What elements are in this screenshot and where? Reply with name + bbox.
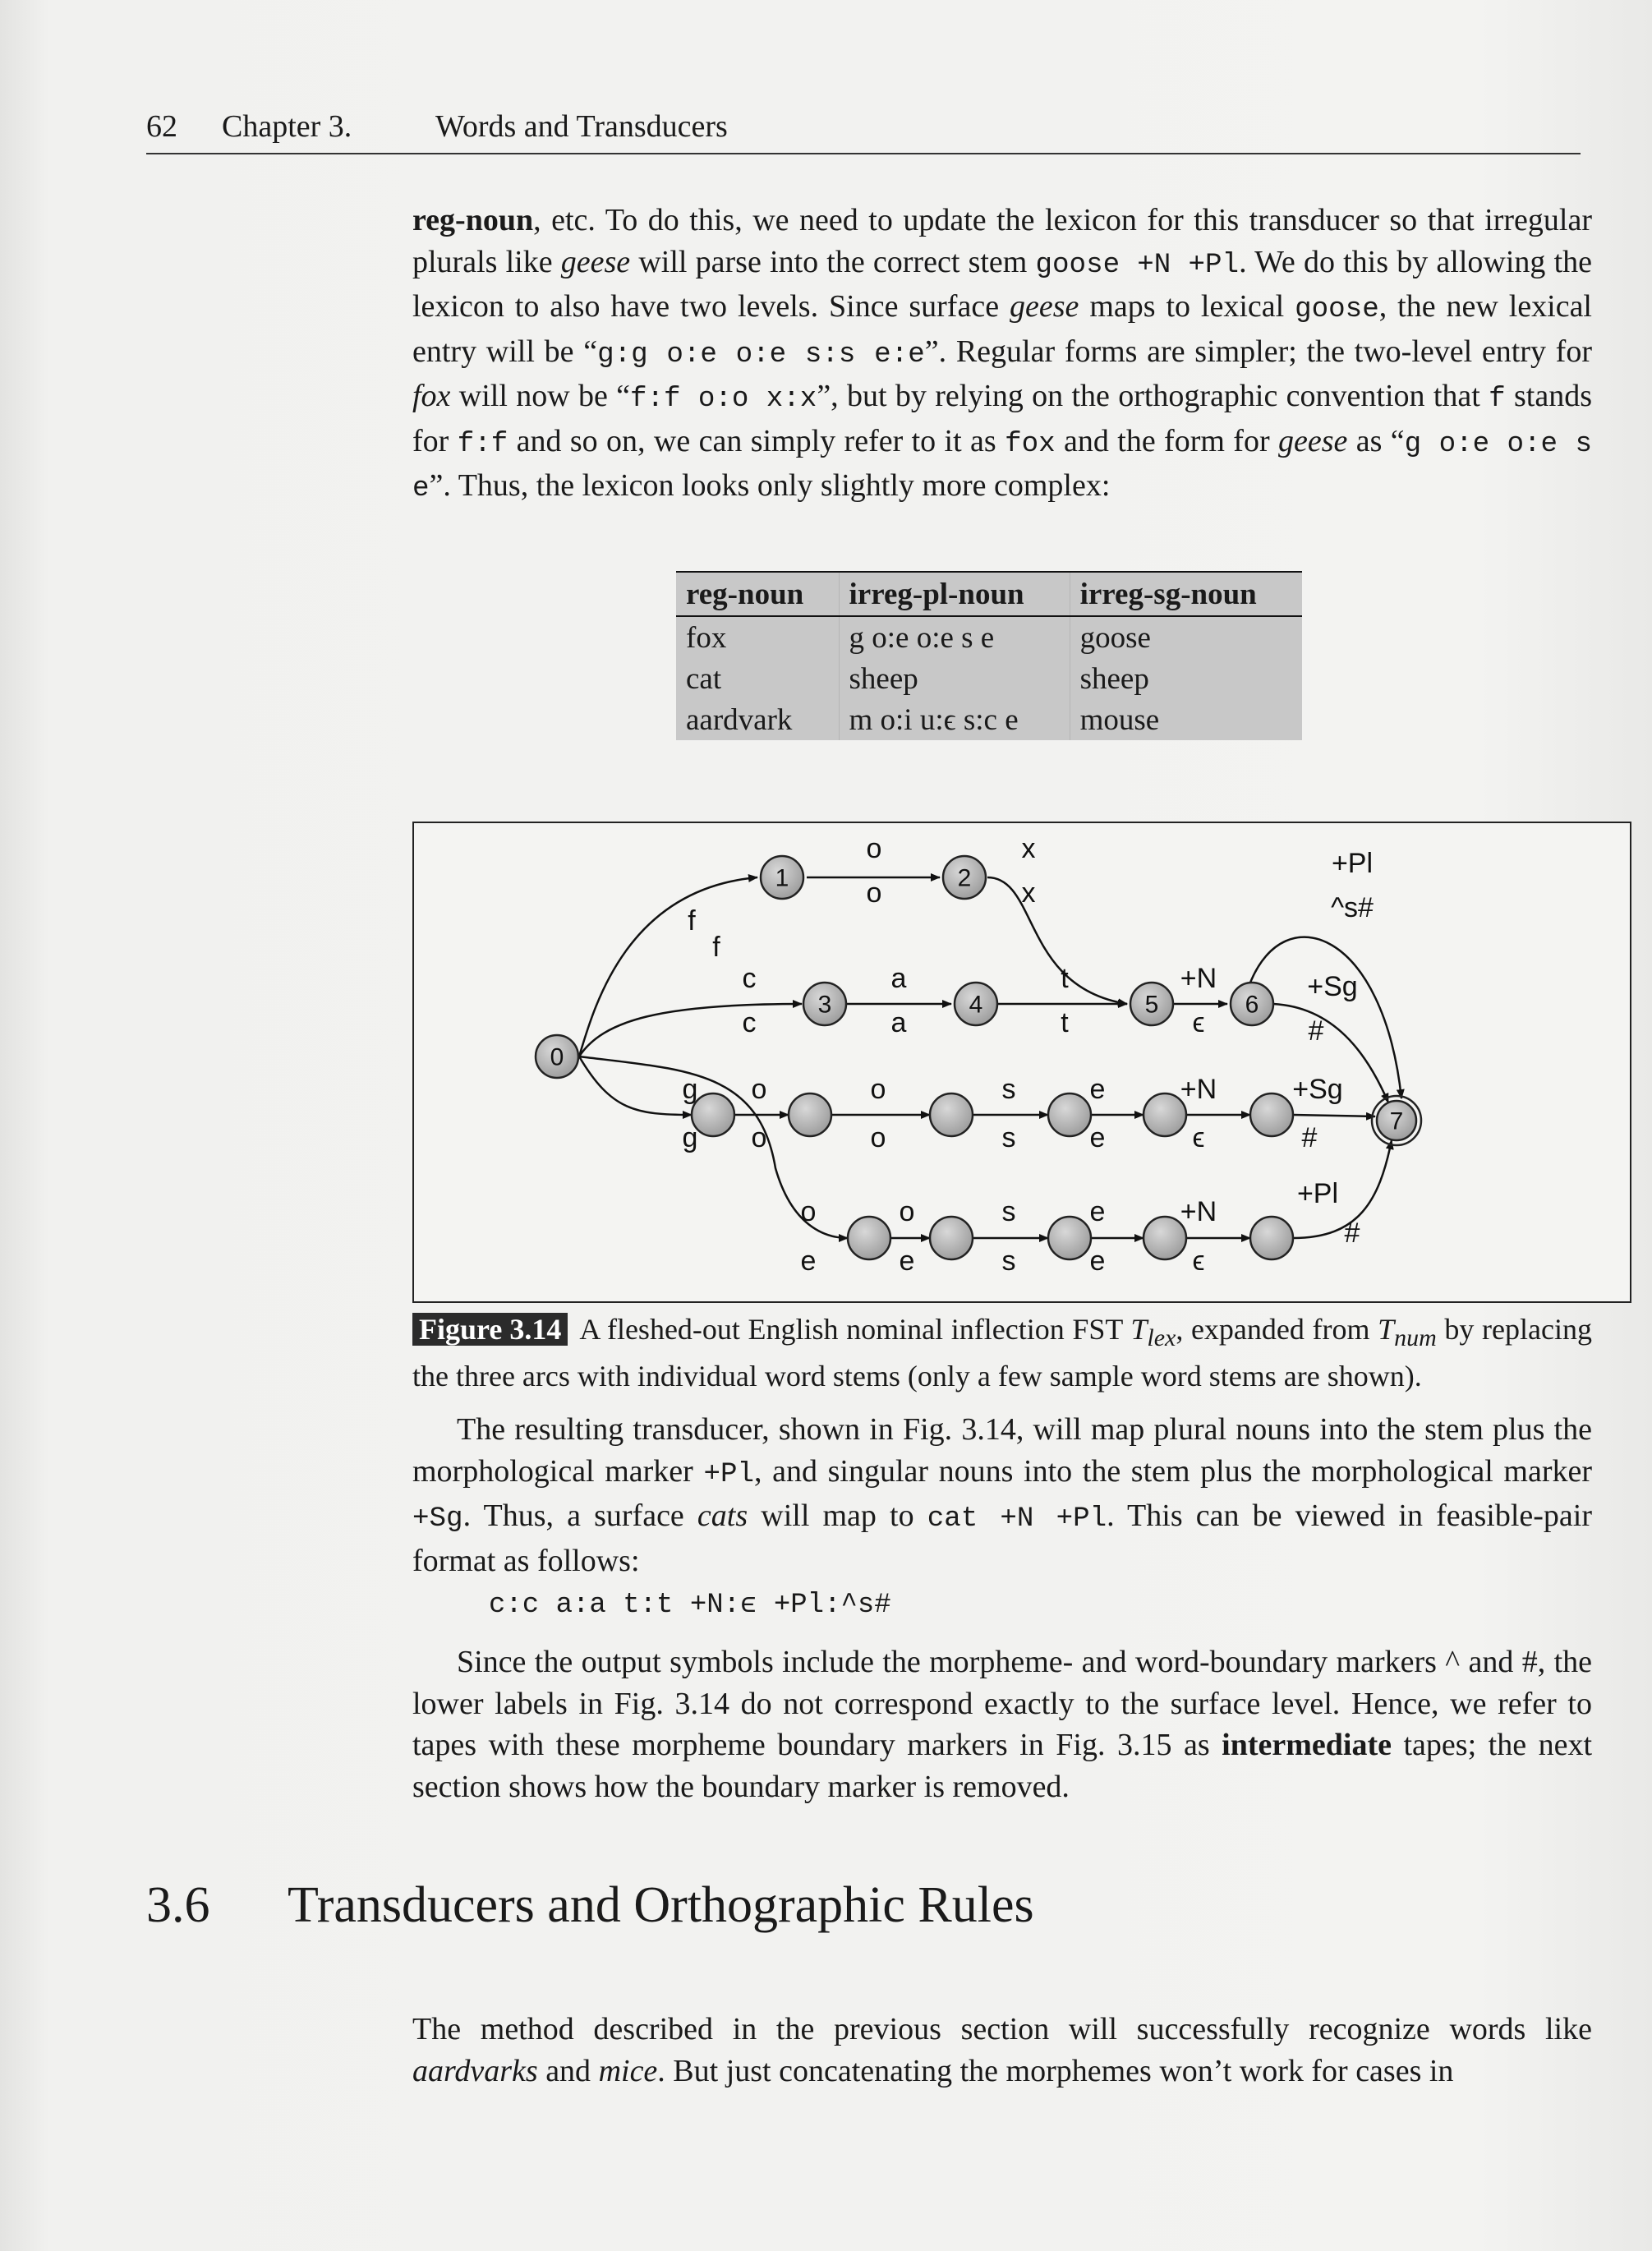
- goose-state: [930, 1093, 973, 1136]
- table-cell: fox: [686, 620, 727, 655]
- fst-states: [536, 856, 1421, 1259]
- arc-label: s: [1001, 1122, 1016, 1153]
- fst-arcs: [579, 877, 1401, 1238]
- arc-label: e: [1089, 1196, 1106, 1227]
- arc-label: x: [1021, 877, 1036, 909]
- state-label: 0: [550, 1043, 564, 1071]
- arc-label: g: [682, 1122, 698, 1153]
- arc-label: #: [1308, 1015, 1324, 1047]
- figure-label: Figure 3.14: [412, 1313, 568, 1346]
- column-header: irreg-sg-noun: [1070, 572, 1302, 616]
- arc-label: a: [890, 1007, 907, 1038]
- arc-label: o: [870, 1122, 886, 1153]
- lexicon-table: [676, 571, 1302, 740]
- arc-label: o: [751, 1122, 767, 1153]
- table-cell: cat: [686, 661, 722, 696]
- arc-label: +Pl: [1296, 1178, 1339, 1209]
- arc-label: x: [1021, 833, 1036, 864]
- table-cell: mouse: [1070, 699, 1302, 740]
- arc-label: +Sg: [1307, 971, 1358, 1002]
- arc-label: o: [899, 1196, 915, 1227]
- geese-state: [930, 1217, 973, 1259]
- chapter-label: Chapter 3.: [222, 109, 352, 144]
- state-label: 1: [775, 864, 789, 892]
- table-cell: sheep: [839, 658, 1070, 699]
- arc-label: g: [682, 1074, 698, 1105]
- running-header: [146, 108, 1581, 154]
- state-label: 6: [1245, 991, 1259, 1019]
- arc-label: o: [870, 1074, 886, 1105]
- geese-state: [1048, 1217, 1091, 1259]
- section-heading: [146, 1876, 1034, 1935]
- arc-label: #: [1301, 1122, 1318, 1153]
- paragraph-section-intro: The method described in the previous section will successfully recognize words like aardvarks and mice. But just concatenating the morphemes won’t work for cases in: [412, 2012, 1592, 2088]
- goose-state: [1048, 1093, 1091, 1136]
- table-row: [676, 699, 1302, 740]
- arc-label: +Sg: [1292, 1074, 1343, 1105]
- chapter-title: Words and Transducers: [435, 109, 728, 144]
- fst-svg: [414, 823, 1630, 1301]
- figure-fst-diagram: [412, 822, 1631, 1303]
- geese-state: [848, 1217, 890, 1259]
- table-row: [676, 658, 1302, 699]
- arc-label: s: [1001, 1245, 1016, 1277]
- arc-label: ϵ: [1192, 1122, 1205, 1153]
- arc-label: o: [800, 1196, 817, 1227]
- arc-label: +N: [1180, 963, 1217, 994]
- arc-label: s: [1001, 1196, 1016, 1227]
- arc-label: t: [1061, 963, 1069, 994]
- arc-label: e: [800, 1245, 817, 1277]
- arc-label: a: [890, 963, 907, 994]
- arc-label: c: [742, 963, 757, 994]
- arc-label: ϵ: [1192, 1007, 1205, 1038]
- state-label: 3: [817, 991, 832, 1019]
- geese-state: [1250, 1217, 1293, 1259]
- state-label: 5: [1144, 991, 1159, 1019]
- table-cell: sheep: [1070, 658, 1302, 699]
- arc-label: e: [1089, 1245, 1106, 1277]
- arc-goose-6: [1293, 1115, 1375, 1116]
- goose-state: [789, 1093, 831, 1136]
- arc-label: f: [712, 932, 720, 963]
- arc-0-goose: [579, 1056, 692, 1115]
- table-cell: goose: [1070, 616, 1302, 658]
- feasible-pair-example: c:c a:a t:t +N:ϵ +Pl:^s#: [489, 1590, 891, 1621]
- arc-label: ^s#: [1331, 892, 1374, 923]
- table-cell: m o:i u:ϵ s:c e: [839, 699, 1070, 740]
- goose-state: [1250, 1093, 1293, 1136]
- state-label: 7: [1389, 1107, 1404, 1135]
- section-number: 3.6: [146, 1877, 210, 1933]
- arc-label: f: [688, 905, 696, 937]
- arc-label: e: [1089, 1122, 1106, 1153]
- arc-2-5: [987, 877, 1127, 1004]
- arc-label: o: [866, 833, 882, 864]
- section-title: Transducers and Orthographic Rules: [288, 1877, 1034, 1933]
- column-header: irreg-pl-noun: [839, 572, 1070, 616]
- arc-label: c: [742, 1007, 757, 1038]
- arc-label: o: [751, 1074, 767, 1105]
- arc-label: o: [866, 877, 882, 909]
- goose-path-labels: [683, 1074, 1343, 1153]
- arc-label: +N: [1180, 1196, 1217, 1227]
- arc-label: e: [899, 1245, 915, 1277]
- arc-label: +N: [1180, 1074, 1217, 1105]
- column-header: reg-noun: [676, 572, 839, 616]
- page-number: 62: [146, 109, 177, 144]
- goose-state: [692, 1093, 734, 1136]
- paragraph-intermediate-tapes: Since the output symbols include the morpheme- and word-boundary markers ^ and #, the lower labels in Fig. 3.14 do not correspond exactly to the surface level. Hence, we refer to tapes with these morpheme boundary markers in Fig. 3.15 as intermediate tapes; the next section shows how the boundary marker is removed.: [412, 1645, 1593, 1804]
- table-header-row: [676, 572, 1302, 616]
- arc-label: e: [1089, 1074, 1106, 1105]
- arc-label: ϵ: [1192, 1245, 1205, 1277]
- table-cell: g o:e o:e s e: [839, 616, 1070, 658]
- arc-label: +Pl: [1331, 848, 1374, 879]
- table-cell: aardvark: [686, 702, 793, 737]
- table-row: [676, 616, 1302, 658]
- arc-label: t: [1061, 1007, 1069, 1038]
- state-label: 4: [969, 991, 983, 1019]
- figure-caption: Figure 3.14 A fleshed-out English nominal inflection FST $T_{lex}$, expanded from $T_{num}$ by replacing the three arcs with individual word stems (only a few sample word stems are shown).: [412, 1313, 1592, 1393]
- arc-label: #: [1344, 1218, 1360, 1249]
- arc-label: s: [1001, 1074, 1016, 1105]
- paragraph-resulting-transducer: The resulting transducer, shown in Fig. 3.14, will map plural nouns into the stem plus the morphological marker +Pl, and singular nouns into the stem plus the morphological marker +Sg. Thus, a surface cats will map to cat +N +Pl. This can be viewed in feasible-pair format as follows:: [412, 1412, 1593, 1578]
- paragraph-lexicon-intro: reg-noun, etc. To do this, we need to update the lexicon for this transducer so that irregular plurals like geese will parse into the correct stem goose +N +Pl. We do this by allowing the lexicon to also have two levels. Since surface geese maps to lexical goose, the new lexical entry will be “g:g o:e o:e s:s e:e”. Regular forms are simpler; the two-level entry for fox will now be “f:f o:o x:x”, but by relying on the orthographic convention that f stands for f:f and so on, we can simply refer to it as fox and the form for geese as “g o:e o:e s e”. Thus, the lexicon looks only slightly more complex:: [412, 203, 1592, 504]
- state-label: 2: [957, 864, 972, 892]
- arc-0-1: [579, 877, 757, 1056]
- arc-0-3: [579, 1004, 802, 1056]
